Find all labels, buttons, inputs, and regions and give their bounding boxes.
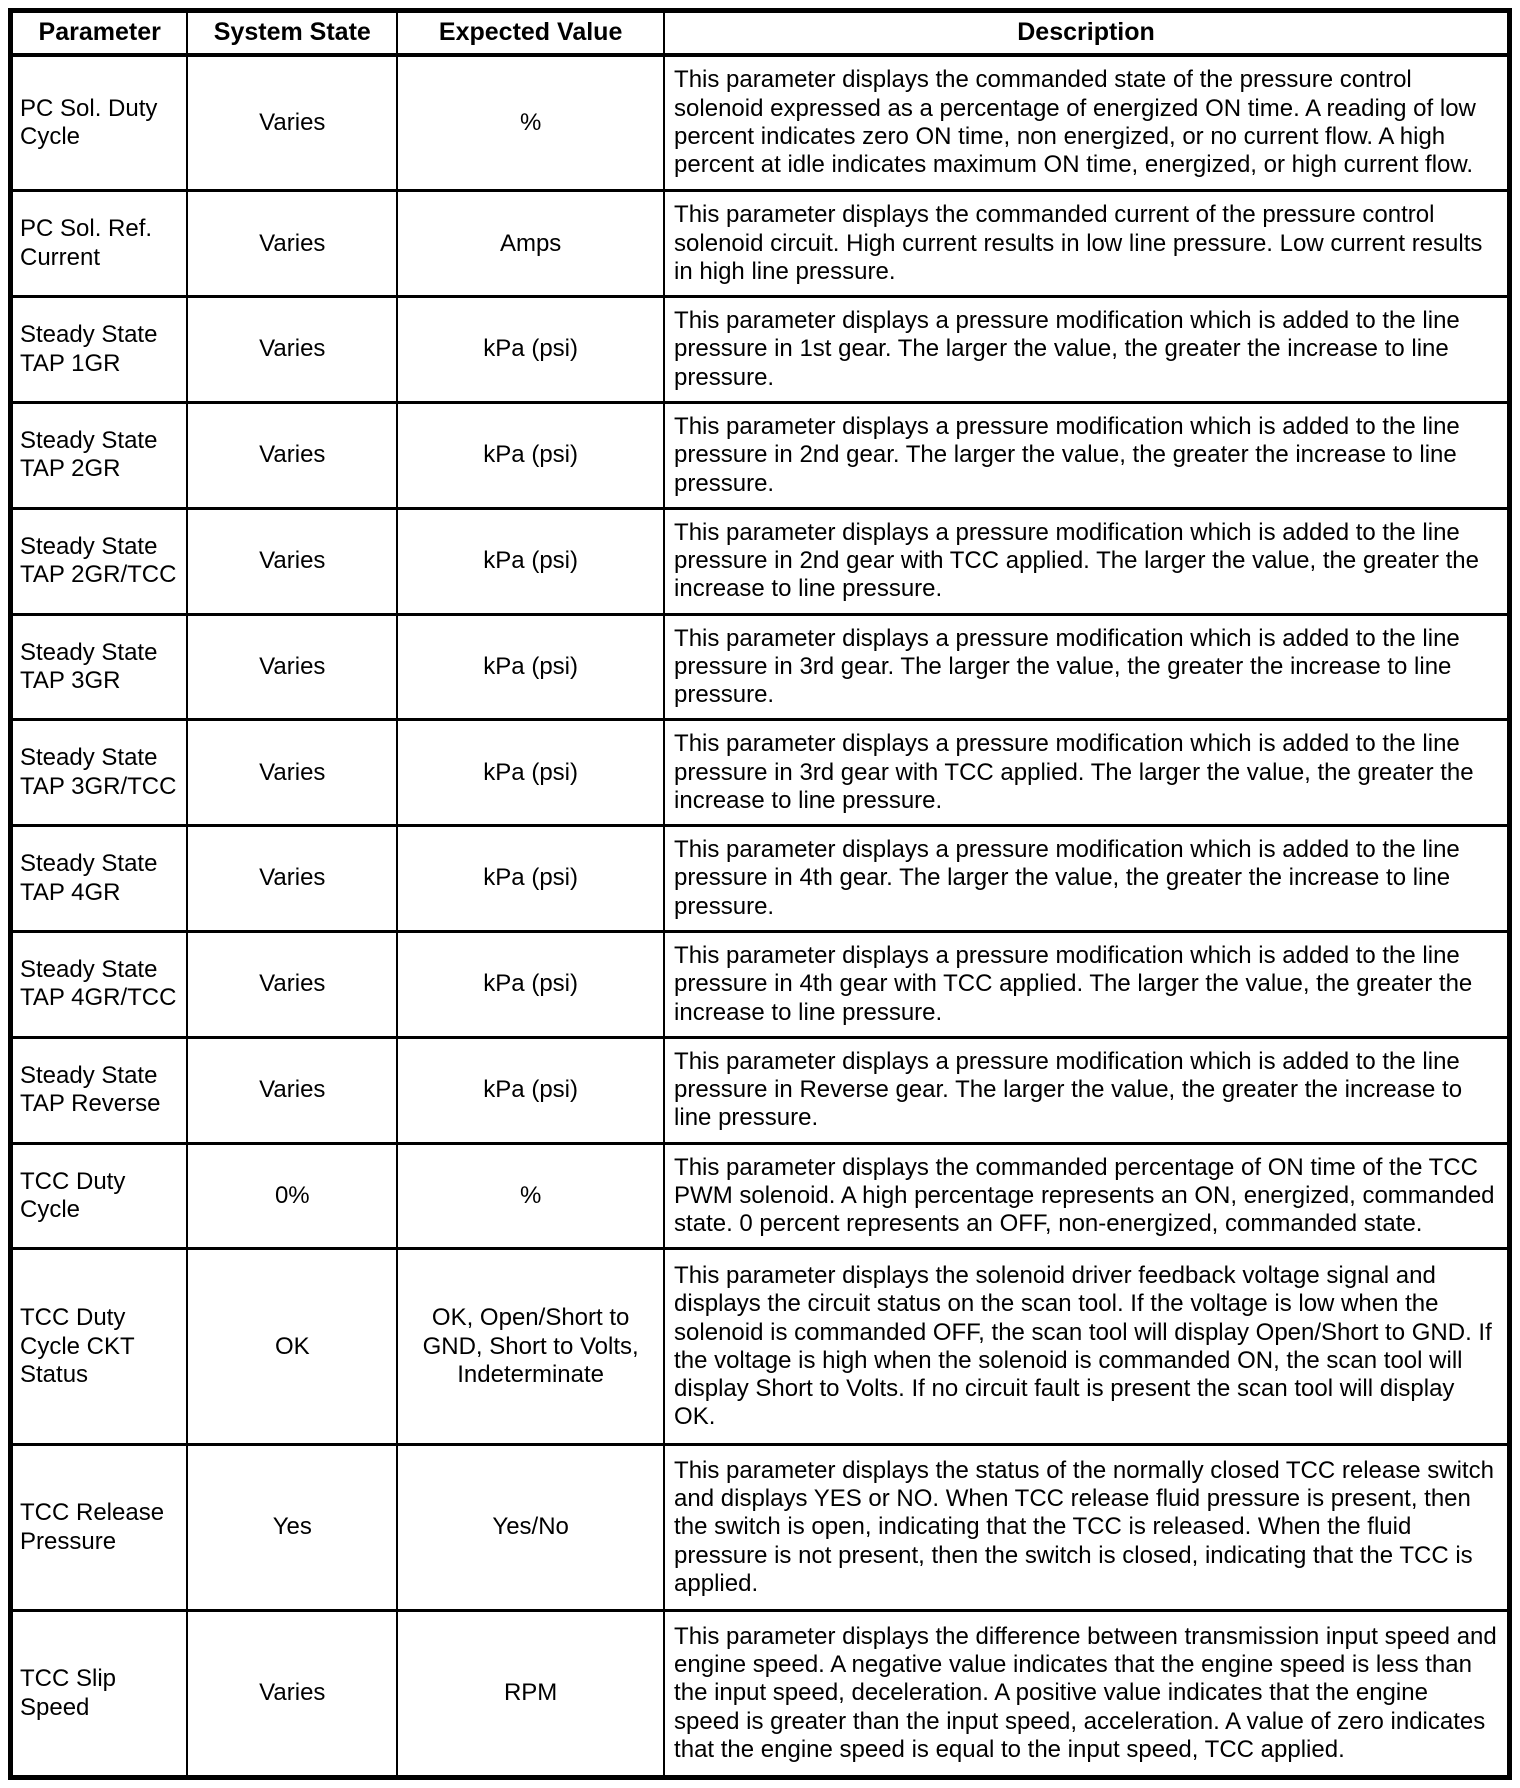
description-cell: This parameter displays the commanded state of the pressure control solenoid expressed as a percentage of energized ON time. A reading of low percent indicates zero ON time, non energized, or no current flow. A high percent at idle indicates maximum ON time, energized, or high current flow. [664, 55, 1509, 191]
expected-value-cell: % [397, 1143, 664, 1249]
column-header-expected-value: Expected Value [397, 11, 664, 55]
table-row [11, 402, 1510, 508]
expected-value-cell: % [397, 55, 664, 191]
system-state-cell: Varies [187, 508, 397, 614]
description-cell: This parameter displays a pressure modification which is added to the line pressure in 3rd gear. The larger the value, the greater the increase to line pressure. [664, 614, 1509, 720]
parameter-cell: PC Sol. Ref. Current [11, 191, 188, 297]
expected-value-cell: kPa (psi) [397, 932, 664, 1038]
description-cell: This parameter displays the commanded percentage of ON time of the TCC PWM solenoid. A high percentage represents an ON, energized, commanded state. 0 percent represents an OFF, non-energized, commanded state. [664, 1143, 1509, 1249]
expected-value-cell: kPa (psi) [397, 297, 664, 403]
description-cell: This parameter displays the commanded current of the pressure control solenoid circuit. High current results in low line pressure. Low current results in high line pressure. [664, 191, 1509, 297]
parameter-cell: TCC Duty Cycle [11, 1143, 188, 1249]
system-state-cell: Varies [187, 297, 397, 403]
table-row [11, 826, 1510, 932]
scan-tool-data-table [8, 8, 1512, 1780]
system-state-cell: Yes [187, 1445, 397, 1611]
table-row [11, 191, 1510, 297]
description-cell: This parameter displays the status of the normally closed TCC release switch and displays YES or NO. When TCC release fluid pressure is present, then the switch is open, indicating that the TCC is released. When the fluid pressure is not present, then the switch is closed, indicating that the TCC is applied. [664, 1445, 1509, 1611]
table-row [11, 614, 1510, 720]
system-state-cell: Varies [187, 402, 397, 508]
parameter-cell: Steady State TAP 4GR/TCC [11, 932, 188, 1038]
system-state-cell: 0% [187, 1143, 397, 1249]
expected-value-cell: kPa (psi) [397, 1037, 664, 1143]
column-header-system-state: System State [187, 11, 397, 55]
table-row [11, 720, 1510, 826]
description-cell: This parameter displays a pressure modification which is added to the line pressure in 1st gear. The larger the value, the greater the increase to line pressure. [664, 297, 1509, 403]
column-header-description: Description [664, 11, 1509, 55]
system-state-cell: Varies [187, 191, 397, 297]
expected-value-cell: OK, Open/Short to GND, Short to Volts, Indeterminate [397, 1249, 664, 1445]
table-row [11, 297, 1510, 403]
parameter-cell: Steady State TAP 2GR [11, 402, 188, 508]
table-row [11, 1249, 1510, 1445]
expected-value-cell: kPa (psi) [397, 402, 664, 508]
system-state-cell: Varies [187, 614, 397, 720]
table-row [11, 1143, 1510, 1249]
system-state-cell: Varies [187, 932, 397, 1038]
table-row [11, 1037, 1510, 1143]
header-row [11, 11, 1510, 55]
description-cell: This parameter displays a pressure modification which is added to the line pressure in 3rd gear with TCC applied. The larger the value, the greater the increase to line pressure. [664, 720, 1509, 826]
table-row [11, 508, 1510, 614]
system-state-cell: Varies [187, 1611, 397, 1778]
parameter-cell: PC Sol. Duty Cycle [11, 55, 188, 191]
expected-value-cell: kPa (psi) [397, 826, 664, 932]
description-cell: This parameter displays the solenoid driver feedback voltage signal and displays the circuit status on the scan tool. If the voltage is low when the solenoid is commanded OFF, the scan tool will display Open/Short to GND. If the voltage is high when the solenoid is commanded ON, the scan tool will display Short to Volts. If no circuit fault is present the scan tool will display OK. [664, 1249, 1509, 1445]
description-cell: This parameter displays a pressure modification which is added to the line pressure in 4th gear. The larger the value, the greater the increase to line pressure. [664, 826, 1509, 932]
description-cell: This parameter displays a pressure modification which is added to the line pressure in 2nd gear. The larger the value, the greater the increase to line pressure. [664, 402, 1509, 508]
description-cell: This parameter displays the difference between transmission input speed and engine speed. A negative value indicates that the engine speed is less than the input speed, deceleration. A positive value indicates that the engine speed is greater than the input speed, acceleration. A value of zero indicates that the engine speed is equal to the input speed, TCC applied. [664, 1611, 1509, 1778]
system-state-cell: OK [187, 1249, 397, 1445]
table-row [11, 1611, 1510, 1778]
table-body [11, 55, 1510, 1778]
description-cell: This parameter displays a pressure modification which is added to the line pressure in Reverse gear. The larger the value, the greater the increase to line pressure. [664, 1037, 1509, 1143]
parameter-cell: Steady State TAP 3GR/TCC [11, 720, 188, 826]
system-state-cell: Varies [187, 55, 397, 191]
system-state-cell: Varies [187, 1037, 397, 1143]
expected-value-cell: kPa (psi) [397, 614, 664, 720]
parameter-cell: TCC Release Pressure [11, 1445, 188, 1611]
parameter-cell: Steady State TAP 1GR [11, 297, 188, 403]
system-state-cell: Varies [187, 720, 397, 826]
parameter-cell: Steady State TAP 4GR [11, 826, 188, 932]
system-state-cell: Varies [187, 826, 397, 932]
description-cell: This parameter displays a pressure modification which is added to the line pressure in 4th gear with TCC applied. The larger the value, the greater the increase to line pressure. [664, 932, 1509, 1038]
parameter-cell: TCC Duty Cycle CKT Status [11, 1249, 188, 1445]
table-row [11, 55, 1510, 191]
expected-value-cell: kPa (psi) [397, 508, 664, 614]
expected-value-cell: kPa (psi) [397, 720, 664, 826]
expected-value-cell: RPM [397, 1611, 664, 1778]
parameter-cell: Steady State TAP 2GR/TCC [11, 508, 188, 614]
description-cell: This parameter displays a pressure modification which is added to the line pressure in 2nd gear with TCC applied. The larger the value, the greater the increase to line pressure. [664, 508, 1509, 614]
table-row [11, 932, 1510, 1038]
expected-value-cell: Amps [397, 191, 664, 297]
parameter-cell: TCC Slip Speed [11, 1611, 188, 1778]
table-header [11, 11, 1510, 55]
parameter-cell: Steady State TAP 3GR [11, 614, 188, 720]
expected-value-cell: Yes/No [397, 1445, 664, 1611]
parameter-cell: Steady State TAP Reverse [11, 1037, 188, 1143]
table-row [11, 1445, 1510, 1611]
column-header-parameter: Parameter [11, 11, 188, 55]
